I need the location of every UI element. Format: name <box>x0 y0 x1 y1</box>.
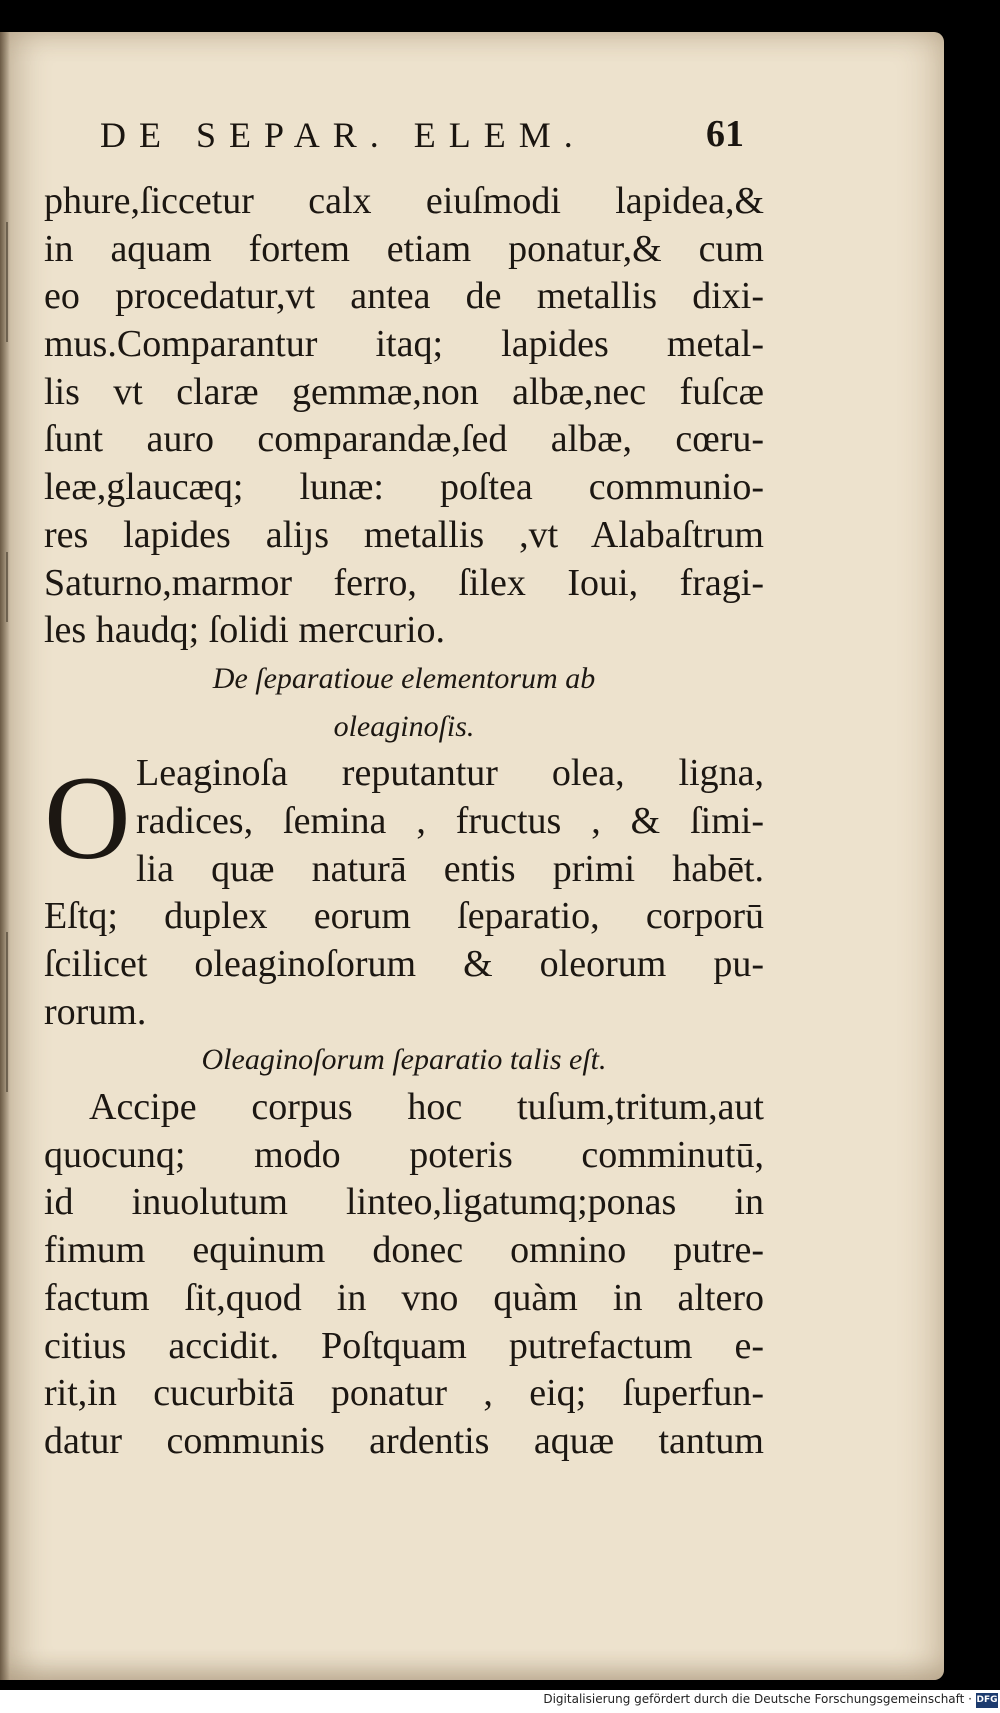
text-line: lis vt claræ gemmæ,non albæ,nec fuſcæ <box>44 370 764 413</box>
running-head: DE SEPAR. ELEM. <box>100 115 586 155</box>
binding-shadow <box>6 552 8 622</box>
text-line: rorum. <box>44 990 147 1033</box>
text-line: id inuolutum linteo,ligatumq;ponas in <box>44 1181 764 1224</box>
text-line: Leaginoſa reputantur olea, ligna, <box>136 752 764 795</box>
binding-shadow <box>6 222 8 342</box>
section-heading: De ſeparatioue elementorum ab <box>212 661 596 695</box>
text-line: eo procedatur,vt antea de metallis dixi- <box>44 275 764 318</box>
text-line: ſunt auro comparandæ,ſed albæ, cœru- <box>44 418 764 461</box>
funding-credit: Digitalisierung gefördert durch die Deutsche Forschungsgemeinschaft · <box>543 1692 972 1706</box>
text-line: fimum equinum donec omnino putre- <box>44 1229 764 1272</box>
drop-cap-initial: O <box>44 751 131 885</box>
page-text <box>44 178 764 1466</box>
binding-shadow <box>6 932 8 1092</box>
text-line: Accipe corpus hoc tuſum,tritum,aut <box>89 1086 764 1129</box>
paragraph-2 <box>44 750 764 1036</box>
text-line: Saturno,marmor ferro, ſilex Ioui, fragi- <box>44 561 764 604</box>
text-line: mus.Comparantur itaq; lapides metal- <box>44 323 764 366</box>
text-line: res lapides aliȷs metallis ,vt Alabaſtrum <box>44 513 764 556</box>
text-line: factum ſit,quod in vno quàm in altero <box>44 1276 764 1319</box>
text-line: Eſtq; duplex eorum ſeparatio, corporū <box>44 895 764 938</box>
text-line: citius accidit. Poſtquam putrefactum e- <box>44 1324 764 1367</box>
paragraph-3 <box>44 1084 764 1466</box>
section-heading: oleaginoſis. <box>333 709 475 743</box>
text-line: radices, ſemina , fructus , & ſimi- <box>136 799 764 842</box>
text-line: les haudq; ſolidi mercurio. <box>44 609 446 652</box>
footer-bar <box>0 1690 1000 1713</box>
dfg-logo-icon: DFG <box>976 1693 998 1708</box>
text-line: rit,in cucurbitā ponatur , eiq; ſuperfun- <box>44 1372 764 1415</box>
page-number: 61 <box>706 113 744 155</box>
text-line: lia quæ naturā entis primi habēt. <box>136 847 764 890</box>
text-line: leæ,glaucæq; lunæ: poſtea communio- <box>44 466 764 509</box>
text-line: ſcilicet oleaginoſorum & oleorum pu- <box>44 943 764 985</box>
text-line: in aquam fortem etiam ponatur,& cum <box>44 227 764 270</box>
text-line: quocunq; modo poteris comminutū, <box>44 1133 764 1176</box>
page-header <box>50 110 744 164</box>
paragraph-1 <box>44 178 764 655</box>
text-line: phure,ſiccetur calx eiuſmodi lapidea,& <box>44 180 764 222</box>
text-line: datur communis ardentis aquæ tantum <box>44 1419 764 1462</box>
section-heading: Oleaginoſorum ſeparatio talis eſt. <box>201 1043 607 1077</box>
